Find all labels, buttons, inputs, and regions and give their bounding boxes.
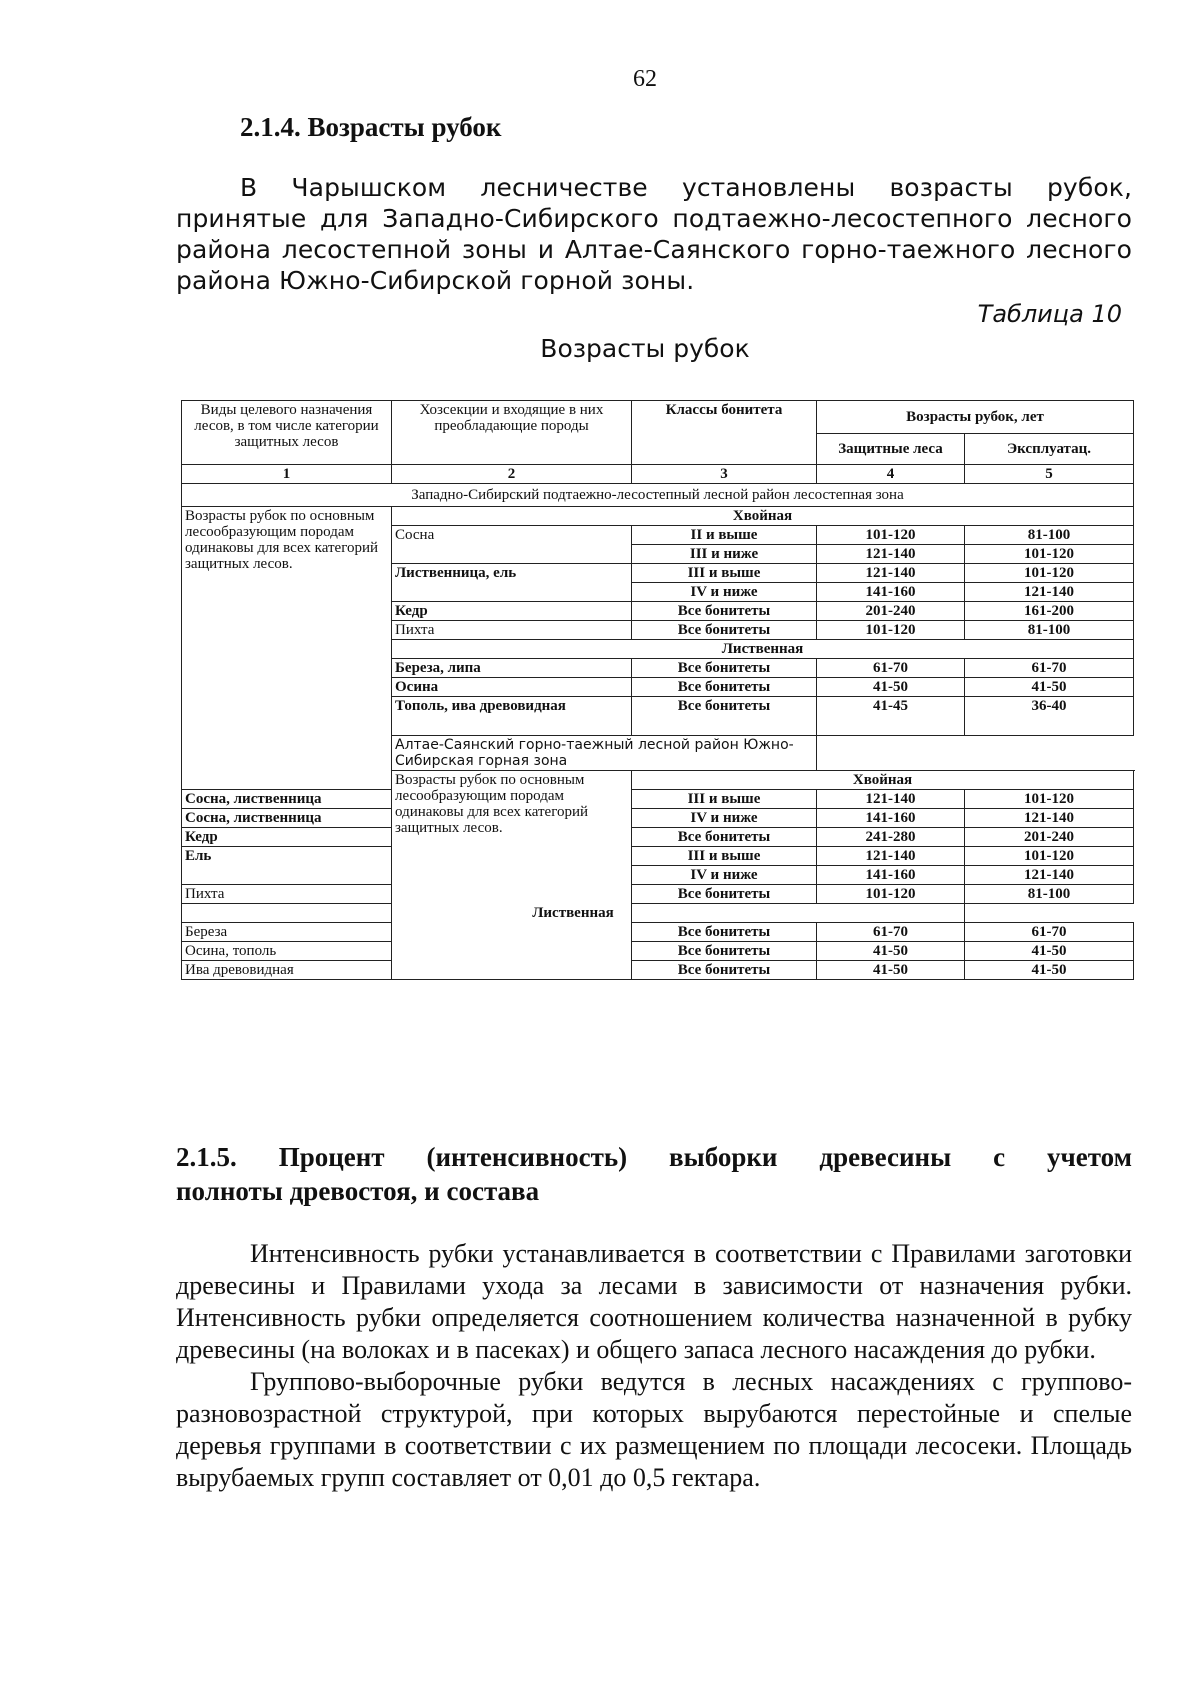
exploitation-cell: 36-40 xyxy=(965,697,1134,736)
group-row xyxy=(182,507,1134,526)
heading-line: полноты древостоя, и состава xyxy=(176,1176,540,1206)
exploitation-cell: 101-120 xyxy=(965,545,1134,564)
group-row xyxy=(182,904,1134,923)
class-cell: Все бонитеты xyxy=(632,885,817,904)
table-row xyxy=(182,828,1134,847)
protective-cell: 41-45 xyxy=(817,697,965,736)
exploitation-cell: 101-120 xyxy=(965,847,1134,866)
protective-cell: 41-50 xyxy=(817,942,965,961)
paragraph: Интенсивность рубки устанавливается в соответствии с Правилами заготовки древесины и Правилами ухода за лесами в зависимости от назначения рубки. Интенсивность рубки определяется соотношением количества назначенной в рубку древесины (на волоках и в пасеках) и общего запаса лесного насаждения до рубки. xyxy=(176,1239,1132,1364)
header-class: Классы бонитета xyxy=(632,401,817,465)
zone1-purpose: Возрасты рубок по основным лесообразующим породам одинаковы для всех категорий защитных лесов. xyxy=(182,507,392,790)
section-heading-2-1-5 xyxy=(176,1140,1132,1208)
exploitation-cell: 41-50 xyxy=(965,678,1134,697)
species-cell: Пихта xyxy=(392,621,632,640)
table-label: Таблица 10 xyxy=(977,300,1122,328)
protective-cell: 141-160 xyxy=(817,809,965,828)
class-cell: Все бонитеты xyxy=(632,923,817,942)
species-cell: Осина, тополь xyxy=(182,942,392,961)
protective-cell: 201-240 xyxy=(817,602,965,621)
class-cell: Все бонитеты xyxy=(632,602,817,621)
class-cell: III и ниже xyxy=(632,545,817,564)
paragraph: Группово-выборочные рубки ведутся в лесных насаждениях с группово-разновозрастной структурой, при которых вырубаются перестойные и спелые деревья группами в соответствии с их размещением по площади лесосеки. Площадь вырубаемых групп составляет от 0,01 до 0,5 гектара. xyxy=(176,1367,1132,1492)
species-cell: Береза, липа xyxy=(392,659,632,678)
body-text xyxy=(176,1238,1132,1494)
species-cell: Береза xyxy=(182,923,392,942)
class-cell: Все бонитеты xyxy=(632,659,817,678)
species-cell: Сосна, лиственница xyxy=(182,809,392,828)
table-row xyxy=(182,942,1134,961)
col-number: 3 xyxy=(632,465,817,484)
zone2-deciduous-group: Лиственная xyxy=(182,904,965,923)
exploitation-cell: 41-50 xyxy=(965,942,1134,961)
species-cell: Кедр xyxy=(182,828,392,847)
exploitation-cell: 81-100 xyxy=(965,526,1134,545)
col-number: 2 xyxy=(392,465,632,484)
class-cell: Все бонитеты xyxy=(632,961,817,980)
intro-paragraph: В Чарышском лесничестве установлены возрасты рубок, принятые для Западно-Сибирского подтаежно-лесостепного лесного района лесостепной зоны и Алтае-Саянского горно-таежного лесного района Южно-Сибирской горной зоны. xyxy=(176,173,1132,295)
class-cell: Все бонитеты xyxy=(632,697,817,736)
exploitation-cell: 201-240 xyxy=(965,828,1134,847)
intro-text xyxy=(176,172,1132,296)
exploitation-cell: 81-100 xyxy=(965,621,1134,640)
protective-cell: 121-140 xyxy=(817,564,965,583)
page-number: 62 xyxy=(633,66,657,92)
protective-cell: 101-120 xyxy=(817,621,965,640)
table-title: Возрасты рубок xyxy=(540,334,750,363)
protective-cell: 101-120 xyxy=(817,885,965,904)
table-row xyxy=(182,961,1134,980)
class-cell: Все бонитеты xyxy=(632,942,817,961)
header-protective: Защитные леса xyxy=(817,434,965,465)
exploitation-cell: 121-140 xyxy=(965,583,1134,602)
zone2-title: Алтае-Саянский горно-таежный лесной район Южно-Сибирская горная зона xyxy=(392,736,817,771)
class-cell: IV и ниже xyxy=(632,583,817,602)
species-cell: Ель xyxy=(182,847,392,885)
protective-cell: 121-140 xyxy=(817,790,965,809)
zone2-conifer-group: Хвойная xyxy=(632,771,1134,790)
table-row xyxy=(182,847,1134,866)
cutting-ages-table xyxy=(181,400,1134,980)
column-numbers-row xyxy=(182,465,1134,484)
exploitation-cell: 41-50 xyxy=(965,961,1134,980)
table-row xyxy=(182,809,1134,828)
protective-cell: 121-140 xyxy=(817,545,965,564)
header-species: Хозсекции и входящие в них преобладающие породы xyxy=(392,401,632,465)
table-row xyxy=(182,885,1134,904)
table-header-row xyxy=(182,401,1134,434)
zone-title-row xyxy=(182,484,1134,507)
exploitation-cell: 161-200 xyxy=(965,602,1134,621)
table-row xyxy=(182,790,1134,809)
exploitation-cell: 101-120 xyxy=(965,790,1134,809)
exploitation-cell: 61-70 xyxy=(965,659,1134,678)
class-cell: II и выше xyxy=(632,526,817,545)
header-purpose: Виды целевого назначения лесов, в том числе категории защитных лесов xyxy=(182,401,392,465)
protective-cell: 41-50 xyxy=(817,678,965,697)
protective-cell: 101-120 xyxy=(817,526,965,545)
protective-cell: 41-50 xyxy=(817,961,965,980)
header-ages: Возрасты рубок, лет xyxy=(817,401,1134,434)
class-cell: III и выше xyxy=(632,564,817,583)
class-cell: IV и ниже xyxy=(632,809,817,828)
zone1-deciduous-group: Лиственная xyxy=(392,640,1134,659)
exploitation-cell: 81-100 xyxy=(965,885,1134,904)
species-cell: Ива древовидная xyxy=(182,961,392,980)
species-cell: Пихта xyxy=(182,885,392,904)
section-heading-2-1-4: 2.1.4. Возрасты рубок xyxy=(240,112,502,142)
exploitation-cell: 121-140 xyxy=(965,809,1134,828)
species-cell: Осина xyxy=(392,678,632,697)
zone1-title: Западно-Сибирский подтаежно-лесостепный лесной район лесостепная зона xyxy=(182,484,1134,507)
zone1-conifer-group: Хвойная xyxy=(392,507,1134,526)
class-cell: Все бонитеты xyxy=(632,828,817,847)
heading-line: 2.1.5. Процент (интенсивность) выборки древесины с учетом xyxy=(176,1142,1132,1172)
protective-cell: 141-160 xyxy=(817,866,965,885)
protective-cell: 121-140 xyxy=(817,847,965,866)
exploitation-cell: 121-140 xyxy=(965,866,1134,885)
zone2-purpose: Возрасты рубок по основным лесообразующим породам одинаковы для всех категорий защитных лесов. xyxy=(392,771,632,980)
exploitation-cell: 101-120 xyxy=(965,564,1134,583)
class-cell: III и выше xyxy=(632,847,817,866)
species-cell: Сосна xyxy=(392,526,632,564)
protective-cell: 61-70 xyxy=(817,659,965,678)
exploitation-cell: 61-70 xyxy=(965,923,1134,942)
col-number: 5 xyxy=(965,465,1134,484)
col-number: 1 xyxy=(182,465,392,484)
table-row xyxy=(182,923,1134,942)
class-cell: III и выше xyxy=(632,790,817,809)
species-cell: Сосна, лиственница xyxy=(182,790,392,809)
header-exploitation: Эксплуатац. xyxy=(965,434,1134,465)
species-cell: Кедр xyxy=(392,602,632,621)
class-cell: Все бонитеты xyxy=(632,678,817,697)
col-number: 4 xyxy=(817,465,965,484)
protective-cell: 241-280 xyxy=(817,828,965,847)
species-cell: Тополь, ива древовидная xyxy=(392,697,632,736)
class-cell: IV и ниже xyxy=(632,866,817,885)
species-cell: Лиственница, ель xyxy=(392,564,632,602)
class-cell: Все бонитеты xyxy=(632,621,817,640)
protective-cell: 141-160 xyxy=(817,583,965,602)
protective-cell: 61-70 xyxy=(817,923,965,942)
